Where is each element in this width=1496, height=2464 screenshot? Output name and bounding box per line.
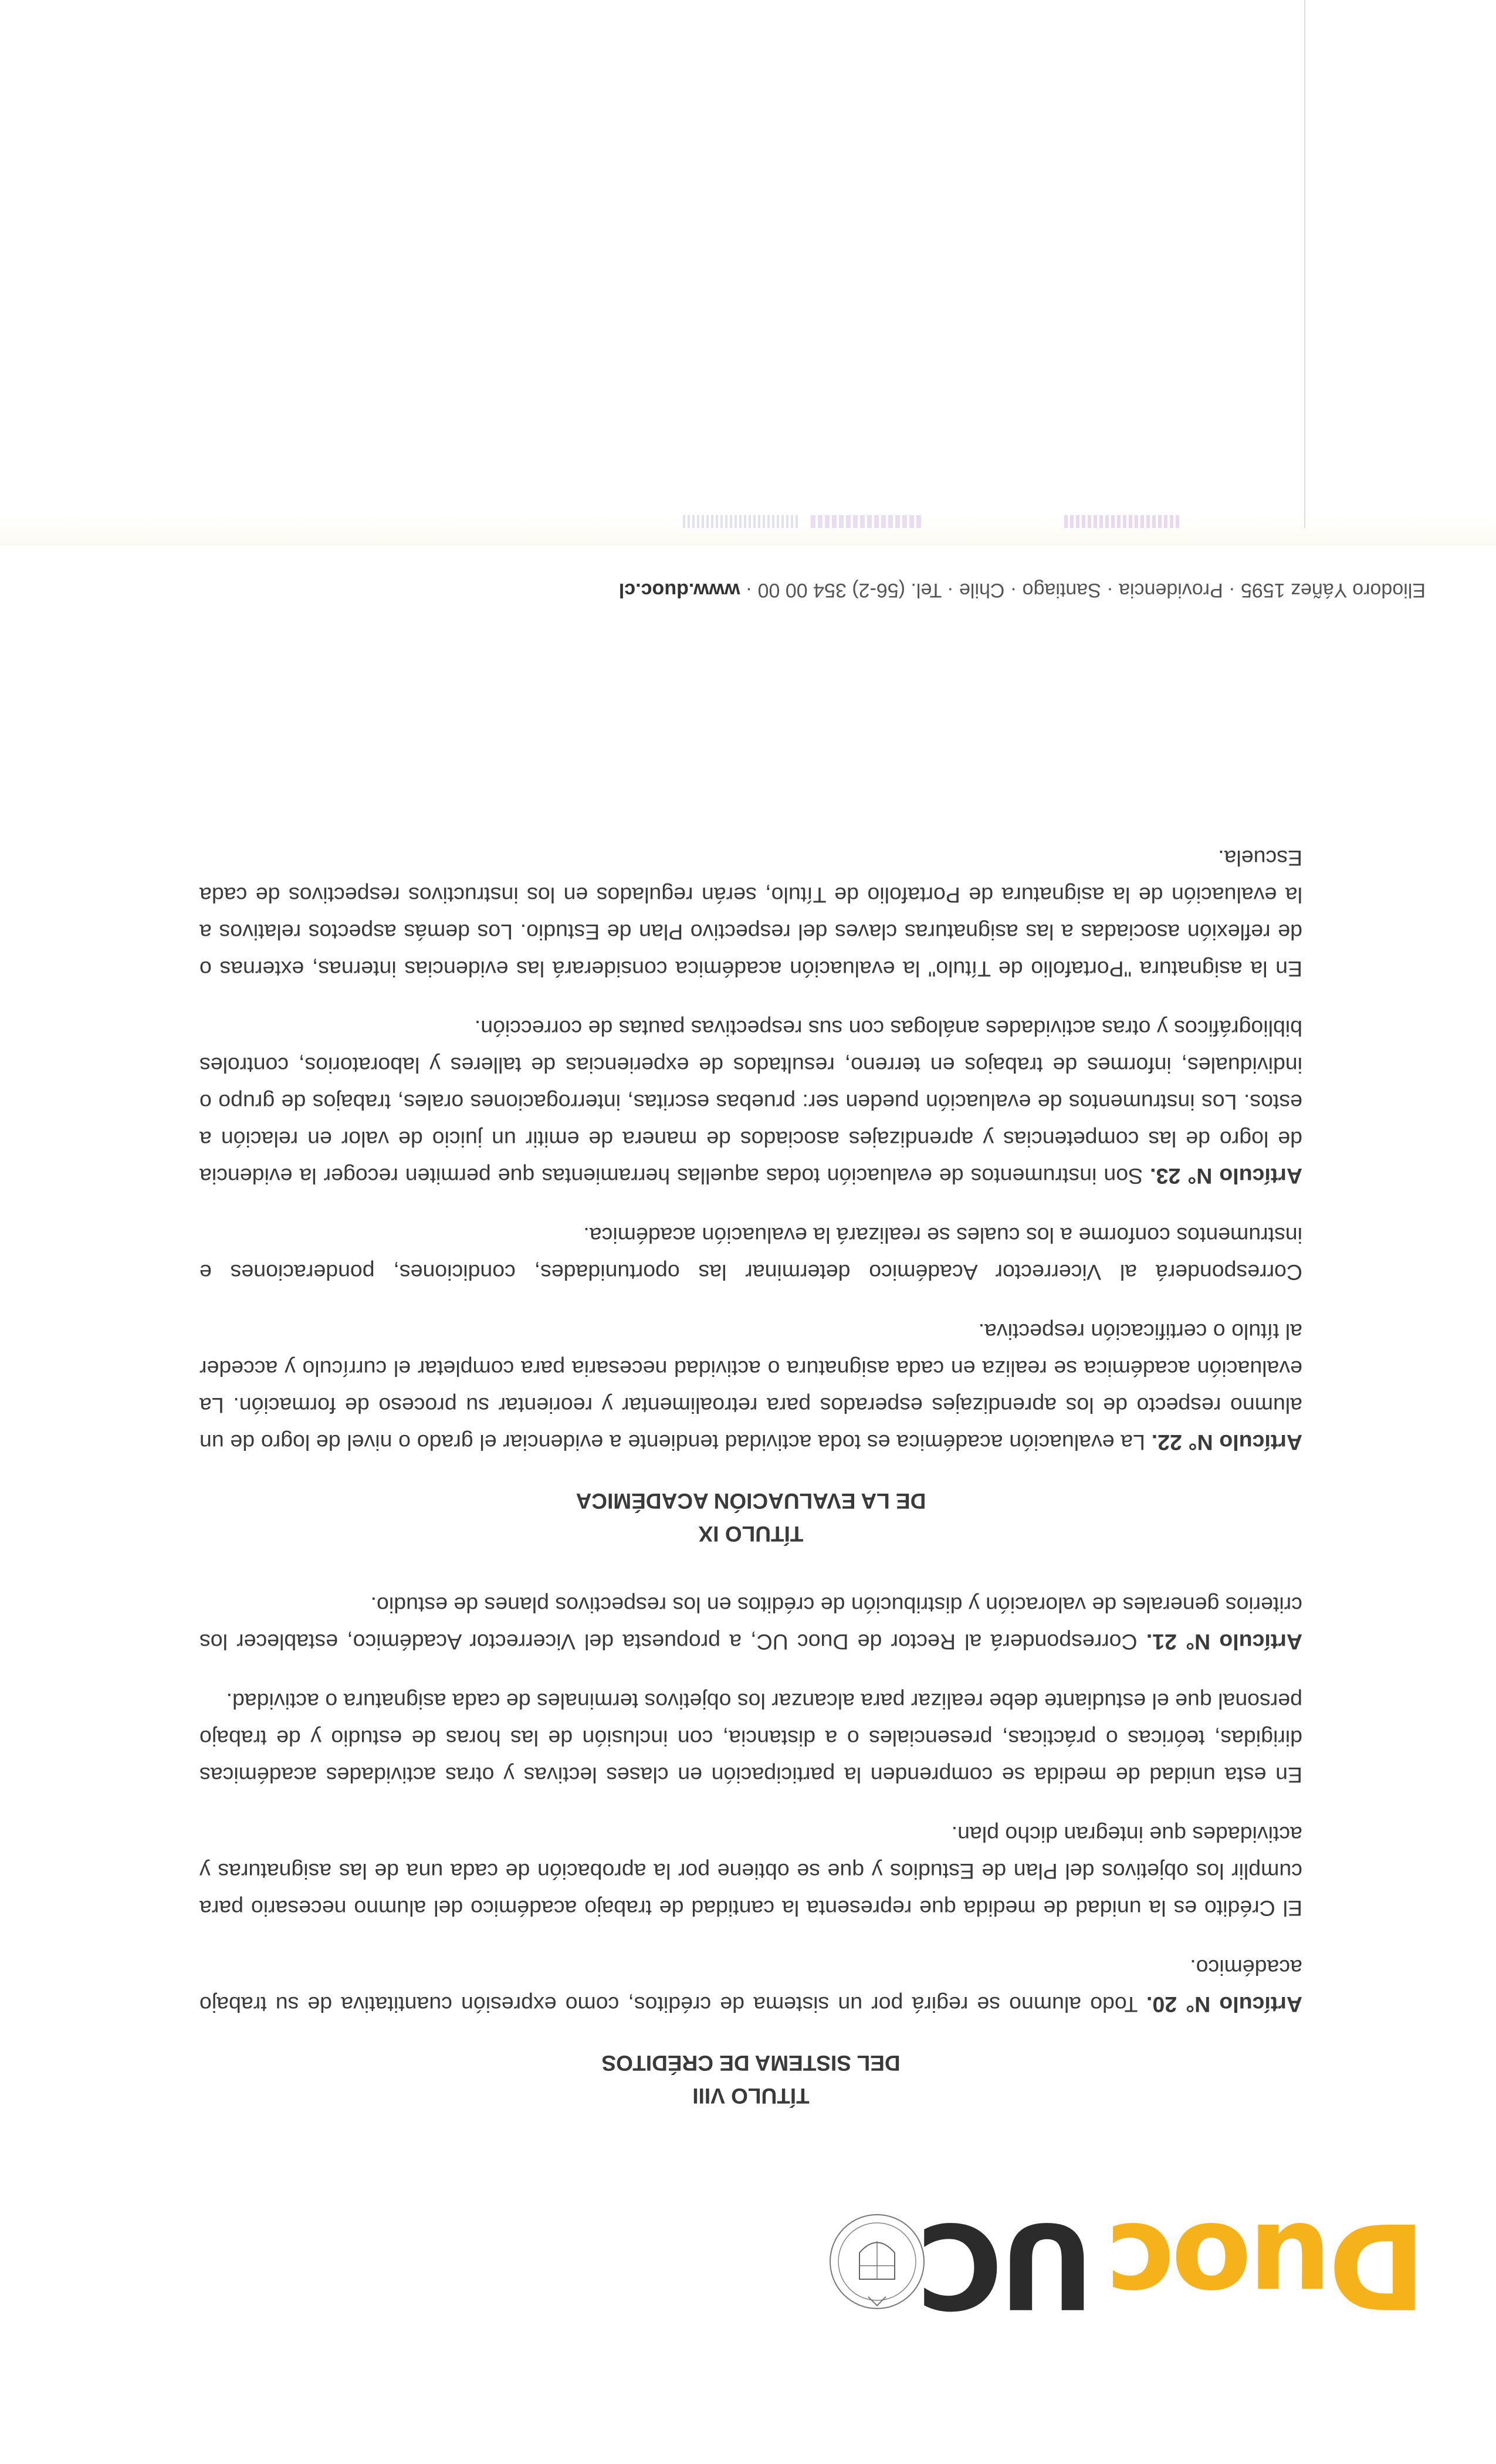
section-title-viii: [199, 2046, 1302, 2112]
duoc-uc-logo: [839, 2196, 1426, 2333]
article-text: Todo alumno se regirá por un sistema de créditos, como expresión cuantitativa de su trabajo académico.: [199, 1955, 1302, 2017]
scan-fold-line: [1304, 0, 1305, 528]
footer-website: www.duoc.cl: [618, 579, 740, 601]
paragraph-art-21: [199, 1586, 1302, 1660]
paragraph-unidad: [199, 1683, 1302, 1793]
paragraph-text: El Crédito es la unidad de medida que representa la cantidad de trabajo académico del alumno necesario para cumplir los objetivos del Plan de Estudios y que se obtiene por la aprobación de cada una de las asignaturas y actividades que integran dicho plan.: [199, 1822, 1302, 1921]
title-heading: DEL SISTEMA DE CRÉDITOS: [601, 2051, 901, 2075]
paragraph-vicerrector: [199, 1217, 1302, 1291]
page-footer: [135, 578, 1426, 601]
article-text: La evaluación académica es toda actividad tendiente a evidenciar el grado o nivel de logro de un alumno respecto de los aprendizajes esperados para retroalimentar y reorientar su proceso de formación. La evaluación académica se realiza en cada asignatura o actividad necesaria para completar el currículo y acceder al título o certificación respectiva.: [199, 1319, 1302, 1455]
article-text: Corresponderá al Rector de Duoc UC, a propuesta del Vicerrector Académico, establecer los criterios generales de valoración y distribución de créditos en los respectivos planes de estudio.: [199, 1593, 1302, 1654]
article-text: Son instrumentos de evaluación todas aquellas herramientas que permiten recoger la evidencia de logro de las competencias y aprendizajes asociados de manera de emitir un juicio de valor en relación a estos. Los instrumentos de evaluación pueden ser: pruebas escritas, interrogaciones orales, trabajos de grupo o individuales, informes de trabajos en terreno, resultados de experiencias de talleres y laboratorios, controles bibliográficos y otras actividades análogas con sus respectivas pautas de corrección.: [199, 1016, 1302, 1189]
paragraph-art-20: [199, 1949, 1302, 2023]
scan-color-bar: [1062, 515, 1179, 528]
article-label: Artículo N° 22.: [1151, 1430, 1302, 1455]
section-title-ix: [199, 1484, 1302, 1550]
article-label: Artículo N° 23.: [1150, 1164, 1302, 1189]
title-number: TÍTULO VIII: [692, 2084, 810, 2108]
scan-color-bar: [810, 515, 921, 528]
title-heading: DE LA EVALUACIÓN ACADÉMICA: [576, 1489, 926, 1513]
footer-address: Eliodoro Yáñez 1595 · Providencia · Santiago · Chile · Tel. (56-2) 354 00 00 ·: [740, 579, 1426, 601]
paragraph-portafolio: [199, 840, 1302, 987]
logo-uc: UC: [920, 2196, 1095, 2333]
title-number: TÍTULO IX: [698, 1522, 804, 1546]
scan-color-bar: [681, 515, 798, 528]
article-label: Artículo N° 20.: [1146, 1992, 1302, 2017]
paragraph-text: En esta unidad de medida se comprenden la participación en clases lectivas y otras actividades académicas dirigidas, teóricas o prácticas, presenciales o a distancia, con inclusión de las horas de estudio y de trabajo personal que el estudiante debe realizar para alcanzar los objetivos terminales de cada asignatura o actividad.: [199, 1689, 1302, 1788]
paragraph-text: Corresponderá al Vicerrector Académico determinar las oportunidades, condiciones, ponderaciones e instrumentos conforme a los cuales se realizará la evaluación académica.: [199, 1223, 1302, 1285]
document-body: [199, 817, 1302, 2112]
paragraph-art-22: [199, 1313, 1302, 1461]
paragraph-credito: [199, 1816, 1302, 1927]
logo-wordmark: [920, 2196, 1426, 2333]
paragraph-art-23: [199, 1010, 1302, 1194]
logo-duoc: Duoc: [1108, 2196, 1426, 2333]
paragraph-text: En la asignatura "Portafolio de Título" la evaluación académica considerará las evidencias internas, externas o de reflexión asociadas a las asignaturas claves del respectivo Plan de Estudio. Los demás aspectos relativos a la evaluación de la asignatura de Portafolio de Título, serán regulados en los instructivos respectivos de cada Escuela.: [199, 846, 1302, 981]
university-seal-icon: [827, 2206, 927, 2317]
article-label: Artículo N° 21.: [1146, 1630, 1302, 1654]
